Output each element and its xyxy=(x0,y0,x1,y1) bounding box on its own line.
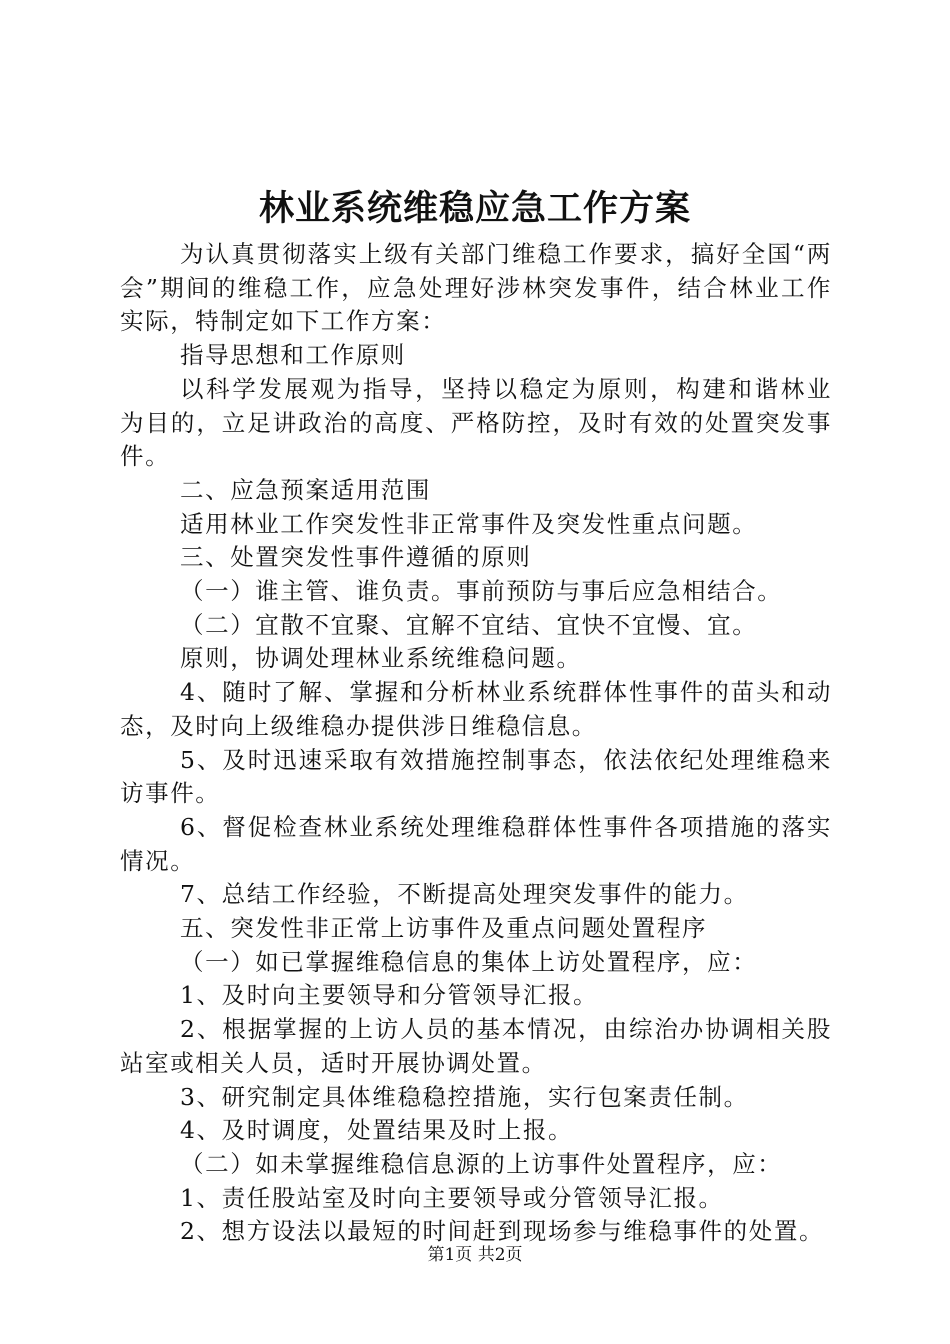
paragraph: （一）如已掌握维稳信息的集体上访处置程序，应： xyxy=(180,947,758,976)
paragraph: 7、总结工作经验，不断提高处理突发事件的能力。 xyxy=(180,880,749,909)
paragraph: 1、及时向主要领导和分管领导汇报。 xyxy=(180,981,599,1010)
paragraph: 五、突发性非正常上访事件及重点问题处置程序 xyxy=(180,914,708,943)
paragraph: 以科学发展观为指导，坚持以稳定为原则，构建和谐林业为目的，立足讲政治的高度、严格防控，及时有效的处置突发事件。 xyxy=(120,374,832,471)
paragraph: 4、及时调度，处置结果及时上报。 xyxy=(180,1116,574,1145)
document-body xyxy=(120,238,832,1249)
paragraph: 指导思想和工作原则 xyxy=(180,341,406,370)
paragraph: 原则，协调处理林业系统维稳问题。 xyxy=(180,644,582,673)
page-footer: 第1页 共2页 xyxy=(427,1245,523,1265)
paragraph: 5、及时迅速采取有效措施控制事态，依法依纪处理维稳来访事件。 xyxy=(120,745,832,808)
paragraph: （一）谁主管、谁负责。事前预防与事后应急相结合。 xyxy=(180,577,783,606)
paragraph: 二、应急预案适用范围 xyxy=(180,475,431,504)
paragraph: 1、责任股站室及时向主要领导或分管领导汇报。 xyxy=(180,1183,724,1212)
paragraph: （二）宜散不宜聚、宜解不宜结、宜快不宜慢、宜。 xyxy=(180,610,758,639)
document-title: 林业系统维稳应急工作方案 xyxy=(258,189,691,229)
paragraph: （二）如未掌握维稳信息源的上访事件处置程序，应： xyxy=(180,1149,783,1178)
paragraph: 为认真贯彻落实上级有关部门维稳工作要求，搞好全国“两会”期间的维稳工作，应急处理好涉林突发事件，结合林业工作实际，特制定如下工作方案： xyxy=(120,240,832,336)
paragraph: 适用林业工作突发性非正常事件及突发性重点问题。 xyxy=(180,509,758,538)
paragraph: 三、处置突发性事件遵循的原则 xyxy=(180,543,532,572)
paragraph: 2、想方设法以最短的时间赶到现场参与维稳事件的处置。 xyxy=(180,1217,825,1246)
paragraph: 3、研究制定具体维稳稳控措施，实行包案责任制。 xyxy=(180,1082,749,1111)
paragraph: 6、督促检查林业系统处理维稳群体性事件各项措施的落实情况。 xyxy=(120,812,832,875)
paragraph: 2、根据掌握的上访人员的基本情况，由综治办协调相关股站室或相关人员，适时开展协调处置。 xyxy=(120,1015,832,1077)
paragraph: 4、随时了解、掌握和分析林业系统群体性事件的苗头和动态，及时向上级维稳办提供涉日维稳信息。 xyxy=(120,678,832,740)
